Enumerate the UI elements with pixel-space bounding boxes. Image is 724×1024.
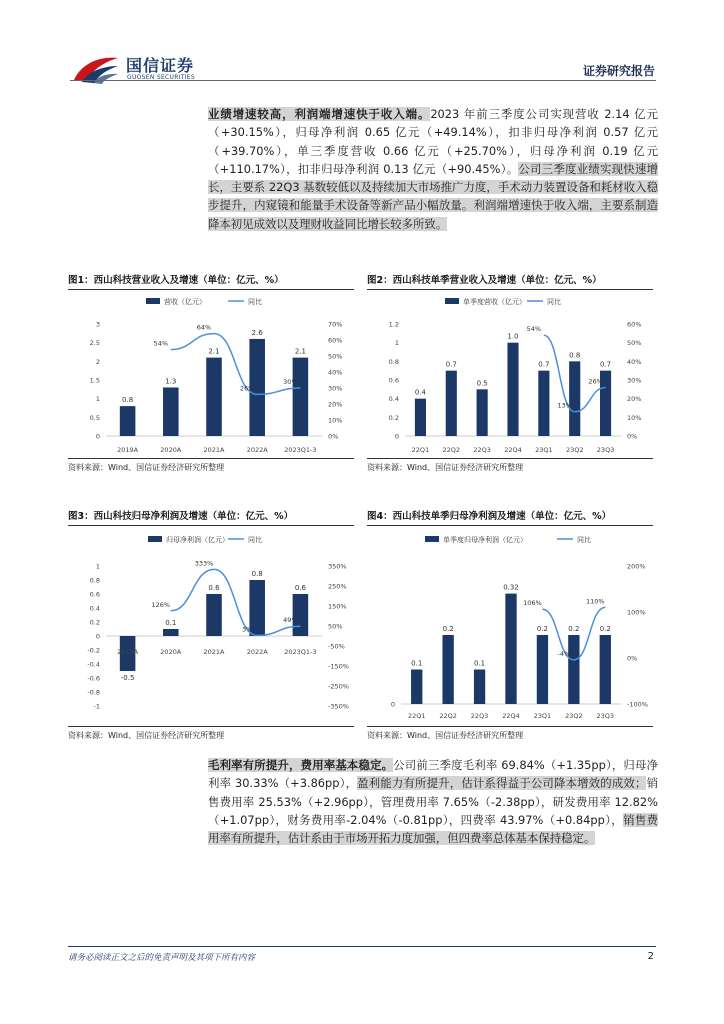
x-tick-label: 22Q1 [411,446,430,454]
footer-divider [68,946,656,947]
bar-value-label: 0.2 [568,625,580,633]
x-tick-label: 2020A [160,446,182,454]
growth-value-label: 3% [242,625,253,634]
figure-4-caption: 图4：西山科技单季归母净利润及增速（单位：亿元、%） [367,508,653,526]
paragraph-growth-lead: 业绩增速较高，利润端增速快于收入端。 [208,107,431,121]
legend-bar-swatch [146,298,160,304]
y2-tick-label: -100% [627,700,648,709]
bar-value-label: -0.5 [120,674,135,682]
y-tick-label: 0 [394,432,399,441]
x-tick-label: 2023Q1-3 [284,446,317,454]
y2-tick-label: 40% [627,357,642,366]
y2-tick-label: 0% [328,432,339,441]
bar [411,670,422,705]
x-tick-label: 22Q4 [502,712,520,720]
legend-line-label: 同比 [248,536,262,544]
figure-3-source: 资料来源：Wind、国信证券经济研究所整理 [68,726,354,741]
figure-1 [68,272,354,473]
legend-bar-swatch [425,536,439,542]
x-tick-label: 2023Q1-3 [284,648,317,656]
bar [293,358,309,436]
figure-4 [367,508,653,741]
x-tick-label: 2021A [203,446,225,454]
legend-bar-swatch [445,298,459,304]
y2-tick-label: 10% [627,413,642,422]
growth-line [171,569,301,635]
x-tick-label: 23Q1 [535,446,553,454]
paragraph-margin-highlight-b: 销售费用率有所提升，估计系由于市场开拓力度加强，但四费率总体基本保持稳定。 [208,812,658,846]
bar-value-label: 0.6 [208,584,220,592]
bar [446,371,457,436]
bar [120,406,136,436]
bar [568,635,579,704]
x-tick-label: 23Q2 [565,712,583,720]
y2-tick-label: 40% [328,368,343,377]
y2-tick-label: 20% [627,395,642,404]
bar-value-label: 0.1 [474,659,486,668]
y2-tick-label: 70% [328,320,343,329]
bar-value-label: 0.8 [569,351,581,360]
growth-value-label: 106% [523,599,542,608]
y-tick-label: 0 [95,632,100,641]
x-tick-label: 2021A [203,648,225,656]
y2-tick-label: 150% [328,602,347,611]
y2-tick-label: 100% [627,608,646,617]
x-tick-label: 23Q3 [596,446,615,454]
growth-line [171,334,301,395]
header-divider [70,80,656,81]
y-tick-label: 0.8 [388,357,399,366]
bar [538,371,549,436]
y-tick-label: 1.5 [89,376,100,385]
y2-tick-label: 50% [328,352,343,361]
legend-bar-label: 单季度营收（亿元） [463,298,526,306]
bar-value-label: 0.32 [503,583,519,592]
bar-value-label: 2.1 [294,347,306,356]
y-tick-label: 2 [95,357,100,366]
paragraph-margin-body-a: 公司前三季度毛利率 69.84%（+1.35pp），归母净利率 30.33%（+3.86pp）， [208,758,658,791]
figure-1-caption: 图1：西山科技营业收入及增速（单位：亿元、%） [68,272,354,290]
y2-tick-label: 0% [627,654,638,663]
bar [415,399,426,436]
y-tick-label: -0.8 [87,688,100,697]
x-tick-label: 23Q2 [565,446,584,454]
bar [477,389,488,436]
bar [163,629,179,636]
bar [442,635,453,704]
figure-4-source: 资料来源：Wind、国信证券经济研究所整理 [367,726,653,741]
x-tick-label: 2020A [160,648,182,656]
paragraph-growth-highlight: 公司三季度业绩实现快速增长，主要系 22Q3 基数较低以及持续加大市场推广力度，手术动力装置设备和耗材收入稳步提升，内窥镜和能量手术设备等新产品小幅放量。利润端增速快于收入端，主要系制造降本初见成效以及理财收益同比增长较多所致。 [208,161,658,231]
bar-value-label: 0.1 [165,619,177,627]
y-tick-label: 0.2 [388,413,399,422]
chart-revenue-annual [68,290,354,458]
y-tick-label: -1 [93,702,100,711]
x-tick-label: 23Q1 [533,712,552,720]
bar [507,343,518,436]
bar-value-label: 0.8 [251,570,263,578]
x-tick-label: 2019A [117,446,139,454]
paragraph-growth [208,105,658,233]
bar-value-label: 0.8 [122,396,134,405]
y-tick-label: 0 [95,432,100,441]
y-tick-label: 0.5 [89,413,100,422]
y2-tick-label: -250% [328,682,349,691]
figure-3-caption: 图3：西山科技归母净利润及增速（单位：亿元、%） [68,508,354,526]
paragraph-growth-body: 2023 年前三季度公司实现营收 2.14 亿元（+30.15%），归母净利润 0.65 亿元（+49.14%），扣非归母净利润 0.57 亿元（+39.70%），单三季度营收 0.66 亿元（+25.70%），归母净利润 0.19 亿元（+110.17%），扣非归母净利润 0.13 亿元（+90.45%）。 [208,107,658,176]
paragraph-margin-body-b: 销售费用率 25.53%（+2.96pp），管理费用率 7.65%（-2.38pp），研发费用率 12.82%（+1.07pp），财务费用率-2.04%（-0.81pp），四费率 43.97%（+0.84pp）， [208,776,658,827]
bar-value-label: 0.4 [414,388,426,397]
bar [569,361,580,436]
bar-value-label: 0.2 [599,625,611,633]
y-tick-label: 0.6 [89,590,100,599]
bar [600,635,611,704]
x-tick-label: 22Q2 [442,446,461,454]
chart-net-profit-quarterly [367,526,653,726]
growth-value-label: 49% [283,616,298,625]
bar-value-label: 2.1 [208,347,220,356]
x-tick-label: 22Q2 [439,712,457,720]
bar [505,594,516,704]
growth-value-label: 26% [239,384,255,393]
figure-1-source: 资料来源：Wind、国信证券经济研究所整理 [68,458,354,473]
x-tick-label: 22Q4 [504,446,522,454]
y2-tick-label: 10% [328,416,343,425]
legend-bar-swatch [148,536,162,542]
x-tick-label: 22Q3 [470,712,489,720]
y2-tick-label: 350% [328,562,347,571]
y-tick-label: 2.5 [89,339,100,348]
paragraph-margin-lead: 毛利率有所提升，费用率基本稳定。 [208,758,394,772]
paragraph-margin-highlight-a: 盈利能力有所提升，估计系得益于公司降本增效的成效； [357,776,647,791]
y-tick-label: -0.6 [87,674,100,683]
legend-bar-label: 营收（亿元） [164,298,206,306]
y-tick-label: 1 [95,395,100,404]
y2-tick-label: 30% [627,376,642,385]
y2-tick-label: 0% [627,432,638,441]
bar-value-label: 0.1 [411,659,423,668]
y-tick-label: -0.2 [87,646,100,655]
y2-tick-label: 60% [328,336,343,345]
x-tick-label: 2022A [246,648,268,656]
paragraph-margin [208,756,658,847]
growth-value-label: 54% [153,339,169,348]
legend-line-label: 同比 [248,298,262,306]
legend-line-label: 同比 [547,298,561,306]
growth-value-label: -4% [557,649,571,658]
y-tick-label: 0.4 [388,395,399,404]
growth-value-label: 26% [588,377,603,386]
y-tick-label: 3 [95,320,100,329]
bar [206,594,222,636]
chart-net-profit-annual [68,526,354,726]
y2-tick-label: 50% [627,339,642,348]
y2-tick-label: 200% [627,562,646,571]
figure-2 [367,272,653,473]
y-tick-label: -0.4 [87,660,100,669]
x-tick-label: 23Q3 [596,712,615,720]
y2-tick-label: -50% [328,642,345,651]
bar-value-label: 1.3 [165,377,177,386]
y-tick-label: 1 [394,339,399,348]
growth-value-label: 13% [557,401,572,410]
figure-3 [68,508,354,741]
legend-bar-label: 归母净利润（亿元） [166,536,229,544]
bar-value-label: 0.7 [445,360,457,369]
y2-tick-label: 50% [328,622,343,631]
figure-2-caption: 图2：西山科技单季营业收入及增速（单位：亿元、%） [367,272,653,290]
bar-value-label: 0.2 [536,625,548,633]
brand-name: 国信证券 [126,56,195,75]
bar-value-label: 0.7 [538,360,550,369]
bar [206,358,222,436]
y-tick-label: 0.6 [388,376,399,385]
x-tick-label: 2019A [117,648,139,656]
page-number: 2 [647,951,654,962]
y-tick-label: 0.2 [89,618,100,627]
y2-tick-label: -350% [328,702,349,711]
y2-tick-label: 30% [328,384,343,393]
brand-name-en: GUOSEN SECURITIES [127,74,196,81]
bar-value-label: 2.6 [251,328,263,337]
x-tick-label: 22Q3 [473,446,491,454]
legend-line-label: 同比 [577,536,591,544]
growth-value-label: 64% [196,323,212,332]
chart-revenue-quarterly [367,290,653,458]
y-tick-label: 1.2 [388,320,399,329]
figure-2-source: 资料来源：Wind、国信证券经济研究所整理 [367,458,653,473]
bar [293,594,309,636]
growth-value-label: 54% [526,325,542,334]
bar [474,670,485,705]
growth-value-label: 126% [151,600,171,609]
y2-tick-label: -150% [328,662,349,671]
legend-bar-label: 单季度归母净利润（亿元） [443,536,527,544]
x-tick-label: 22Q1 [407,712,426,720]
bar-value-label: 0.2 [442,625,454,633]
bar [537,635,548,704]
y-tick-label: 0 [390,700,395,709]
footer-disclaimer: 请务必阅读正文之后的免责声明及其项下所有内容 [68,953,256,963]
y-tick-label: 1 [95,562,100,571]
growth-value-label: 333% [194,559,214,568]
growth-value-label: 110% [585,597,605,606]
bar-value-label: 0.5 [476,379,488,388]
growth-value-label: 30% [283,378,298,386]
report-type: 证券研究报告 [582,64,655,78]
x-tick-label: 2022A [246,446,268,454]
y2-tick-label: 250% [328,582,347,591]
bar-value-label: 1.0 [507,332,519,341]
bar [163,387,179,436]
y2-tick-label: 60% [627,320,642,329]
bar-value-label: 0.7 [600,360,612,369]
y-tick-label: 0.4 [89,604,100,613]
y2-tick-label: 20% [328,400,343,409]
y-tick-label: 0.8 [89,576,100,585]
bar-value-label: 0.6 [294,584,306,592]
